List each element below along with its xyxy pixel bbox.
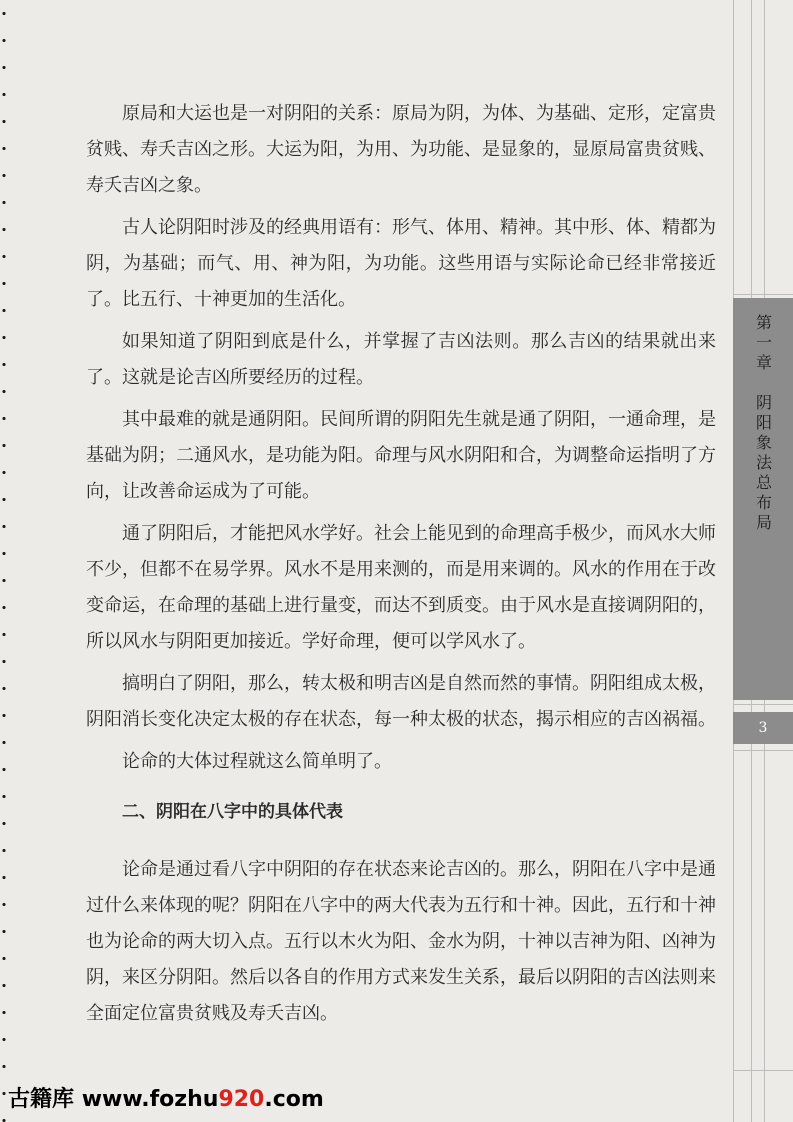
binding-edge bbox=[0, 0, 8, 1122]
watermark-url-highlight: 920 bbox=[218, 1087, 265, 1112]
page-number: 3 bbox=[733, 712, 793, 744]
paragraph: 如果知道了阴阳到底是什么，并掌握了吉凶法则。那么吉凶的结果就出来了。这就是论吉凶所要经历的过程。 bbox=[86, 331, 716, 388]
paragraph: 通了阴阳后，才能把风水学好。社会上能见到的命理高手极少，而风水大师不少，但都不在易学界。风水不是用来测的，而是用来调的。风水的作用在于改变命运，在命理的基础上进行量变，而达不到质变。由于风水是直接调阴阳的，所以风水与阴阳更加接近。学好命理，便可以学风水了。 bbox=[86, 523, 716, 652]
watermark-url-suffix: .com bbox=[264, 1087, 324, 1112]
watermark-site-name: 古籍库 bbox=[8, 1087, 75, 1112]
site-watermark[interactable] bbox=[0, 1078, 324, 1122]
watermark-url-prefix: www.fozhu bbox=[81, 1087, 219, 1112]
margin-rule bbox=[733, 1070, 793, 1071]
paragraph: 古人论阴阳时涉及的经典用语有：形气、体用、精神。其中形、体、精都为阴，为基础；而气、用、神为阳，为功能。这些用语与实际论命已经非常接近了。比五行、十神更加的生活化。 bbox=[86, 217, 716, 310]
margin-rule bbox=[733, 294, 793, 295]
margin-rule bbox=[733, 704, 793, 705]
paragraph: 论命的大体过程就这么简单明了。 bbox=[122, 751, 392, 772]
paragraph: 其中最难的就是通阴阳。民间所谓的阴阳先生就是通了阴阳，一通命理，是基础为阴；二通风水，是功能为阳。命理与风水阴阳和合，为调整命运指明了方向，让改善命运成为了可能。 bbox=[86, 409, 716, 502]
paragraph: 搞明白了阴阳，那么，转太极和明吉凶是自然而然的事情。阴阳组成太极，阴阳消长变化决定太极的存在状态，每一种太极的状态，揭示相应的吉凶祸福。 bbox=[86, 673, 716, 730]
paragraph: 论命是通过看八字中阴阳的存在状态来论吉凶的。那么，阴阳在八字中是通过什么来体现的呢？阴阳在八字中的两大代表为五行和十神。因此，五行和十神也为论命的两大切入点。五行以木火为阳、金水为阴，十神以吉神为阳、凶神为阴，来区分阴阳。然后以各自的作用方式来发生关系，最后以阴阳的吉凶法则来全面定位富贵贫贱及寿夭吉凶。 bbox=[86, 859, 716, 1024]
section-heading: 二、阴阳在八字中的具体代表 bbox=[122, 802, 343, 822]
margin-rule bbox=[733, 750, 793, 751]
paragraph: 原局和大运也是一对阴阳的关系：原局为阴，为体、为基础、定形，定富贵贫贱、寿夭吉凶之形。大运为阳，为用、为功能、是显象的，显原局富贵贫贱、寿夭吉凶之象。 bbox=[86, 103, 716, 196]
chapter-tab bbox=[733, 298, 793, 700]
page-body bbox=[86, 96, 716, 1038]
chapter-label: 第一章 阴阳象法总布局 bbox=[753, 314, 773, 534]
